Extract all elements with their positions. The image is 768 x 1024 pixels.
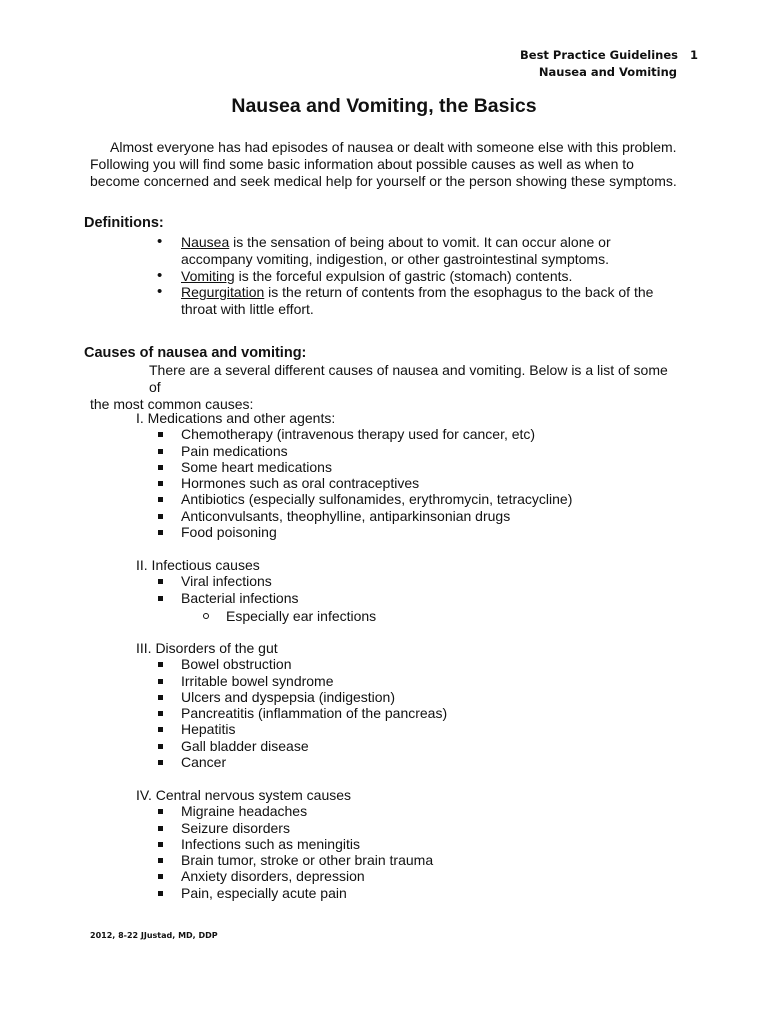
cause-group-cns	[136, 787, 433, 901]
cause-group-infectious	[136, 557, 376, 624]
page-number: 1	[689, 48, 698, 62]
page-footer: 2012, 8-22 JJustad, MD, DDP	[90, 931, 218, 940]
definition-text: accompany vomiting, indigestion, or other gastrointestinal symptoms.	[181, 250, 609, 267]
list-item: Ulcers and dyspepsia (indigestion)	[136, 689, 447, 705]
cause-group-title: III. Disorders of the gut	[136, 640, 278, 656]
list-item: Viral infections	[136, 573, 376, 589]
definition-text: is the sensation of being about to vomit. It can occur alone or	[229, 234, 611, 250]
definition-item	[157, 268, 677, 285]
list-item: Infections such as meningitis	[136, 836, 433, 852]
sub-list-item: Especially ear infections	[136, 608, 376, 624]
list-item: Gall bladder disease	[136, 738, 447, 754]
list-item: Anticonvulsants, theophylline, antiparkinsonian drugs	[136, 508, 572, 524]
intro-line: become concerned and seek medical help for yourself or the person showing these symptoms.	[90, 173, 677, 189]
cause-list	[136, 803, 433, 901]
intro-paragraph	[90, 139, 690, 190]
cause-group-medications	[136, 410, 572, 540]
definition-text: is the return of contents from the esophagus to the back of the	[264, 284, 654, 301]
causes-intro-line: There are a several different causes of nausea and vomiting. Below is a list of some of	[149, 362, 668, 395]
document-title: Nausea and Vomiting, the Basics	[231, 95, 537, 117]
list-item: Food poisoning	[136, 524, 572, 540]
list-item: Brain tumor, stroke or other brain trauma	[136, 852, 433, 868]
cause-group-title: I. Medications and other agents:	[136, 410, 336, 426]
definition-text: throat with little effort.	[181, 301, 314, 318]
list-item: Hepatitis	[136, 721, 447, 737]
running-header	[520, 47, 698, 81]
header-line-1	[520, 47, 698, 64]
list-item: Bowel obstruction	[136, 656, 447, 672]
causes-intro-line: the most common causes:	[90, 395, 254, 412]
header-line-2: Nausea and Vomiting	[538, 65, 677, 79]
intro-line: Almost everyone has had episodes of nausea or dealt with someone else with this problem.	[110, 139, 677, 155]
definitions-list	[157, 234, 677, 318]
definition-term: Vomiting	[181, 267, 235, 284]
definition-term: Nausea	[181, 234, 230, 250]
list-item: Some heart medications	[136, 459, 572, 475]
causes-intro	[90, 362, 680, 412]
list-item: Cancer	[136, 754, 447, 770]
list-item: Anxiety disorders, depression	[136, 868, 433, 884]
definition-item	[157, 234, 677, 268]
list-item: Chemotherapy (intravenous therapy used for cancer, etc)	[136, 426, 572, 442]
list-item: Irritable bowel syndrome	[136, 673, 447, 689]
list-item: Pancreatitis (inflammation of the pancreas)	[136, 705, 447, 721]
list-item: Hormones such as oral contraceptives	[136, 475, 572, 491]
definition-term: Regurgitation	[181, 284, 265, 301]
list-item: Bacterial infections	[136, 590, 376, 606]
definitions-heading: Definitions:	[84, 215, 164, 231]
definition-item	[157, 284, 677, 318]
causes-heading: Causes of nausea and vomiting:	[84, 345, 307, 361]
cause-group-gut	[136, 640, 447, 770]
list-item: Antibiotics (especially sulfonamides, erythromycin, tetracycline)	[136, 491, 572, 507]
intro-line: Following you will find some basic information about possible causes as well as when to	[90, 156, 634, 172]
cause-list	[136, 656, 447, 770]
list-item: Pain medications	[136, 443, 572, 459]
list-item: Seizure disorders	[136, 820, 433, 836]
list-item: Pain, especially acute pain	[136, 885, 433, 901]
header-guidelines-label: Best Practice Guidelines	[520, 48, 678, 62]
list-item: Migraine headaches	[136, 803, 433, 819]
cause-group-title: II. Infectious causes	[136, 557, 260, 573]
cause-group-title: IV. Central nervous system causes	[136, 787, 352, 803]
cause-list	[136, 573, 376, 624]
cause-list	[136, 426, 572, 540]
definition-text: is the forceful expulsion of gastric (stomach) contents.	[234, 267, 573, 284]
